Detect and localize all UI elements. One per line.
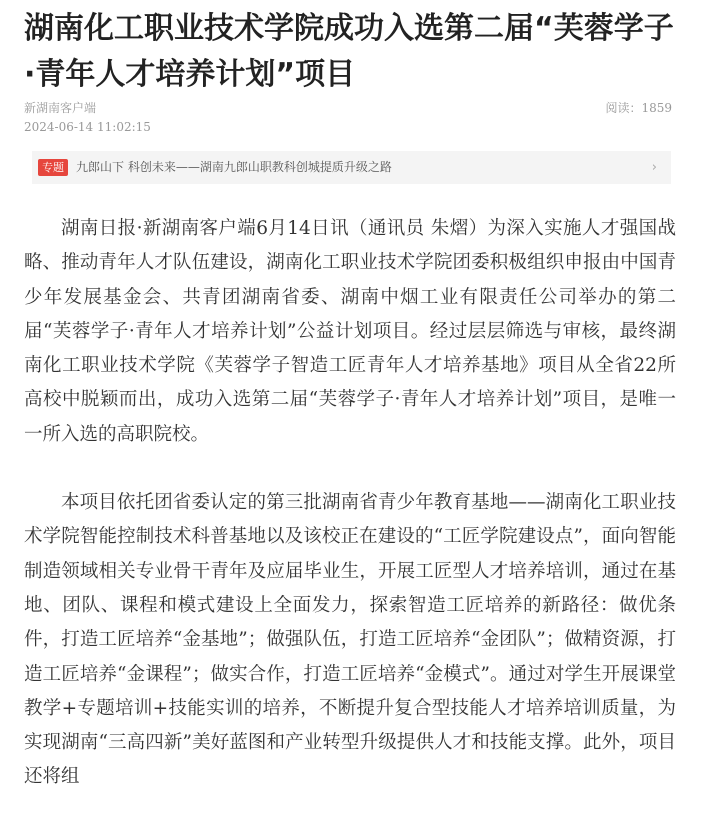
article-paragraph: 本项目依托团省委认定的第三批湖南省青少年教育基地——湖南化工职业技术学院智能控制技术科普基地以及该校正在建设的“工匠学院建设点”，面向智能制造领域相关专业骨干青年及应届毕业生，开展工匠型人才培养培训，通过在基地、团队、课程和模式建设上全面发力，探索智造工匠培养的新路径：做优条件，打造工匠培养“金基地”；做强队伍，打造工匠培养“金团队”；做精资源，打造工匠培养“金课程”；做实合作，打造工匠培养“金模式”。通过对学生开展课堂教学+专题培训+技能实训的培养，不断提升复合型技能人才培养培训质量，为实现湖南“三高四新”美好蓝图和产业转型升级提供人才和技能支撑。此外，项目还将组	[24, 492, 676, 788]
article-title: 湖南化工职业技术学院成功入选第二届“芙蓉学子·青年人才培养计划”项目	[24, 11, 674, 92]
chevron-right-icon: ›	[651, 160, 657, 175]
topic-banner[interactable]	[32, 151, 671, 184]
read-count: 阅读：1859	[605, 101, 672, 115]
article-body	[24, 212, 676, 829]
topic-badge: 专题	[38, 159, 68, 176]
source-label: 新湖南客户端	[24, 101, 97, 115]
article-paragraph: 湖南日报·新湖南客户端6月14日讯（通讯员 朱熠）为深入实施人才强国战略、推动青年人才队伍建设，湖南化工职业技术学院团委积极组织申报由中国青少年发展基金会、共青团湖南省委、湖南中烟工业有限责任公司举办的第二届“芙蓉学子·青年人才培养计划”公益计划项目。经过层层筛选与审核，最终湖南化工职业技术学院《芙蓉学子智造工匠青年人才培养基地》项目从全省22所高校中脱颖而出，成功入选第二届“芙蓉学子·青年人才培养计划”项目，是唯一一所入选的高职院校。	[24, 218, 676, 445]
topic-link-text[interactable]: 九郎山下 科创未来——湖南九郎山职教科创城提质升级之路	[76, 160, 392, 174]
publish-time: 2024-06-14 11:02:15	[24, 120, 151, 134]
